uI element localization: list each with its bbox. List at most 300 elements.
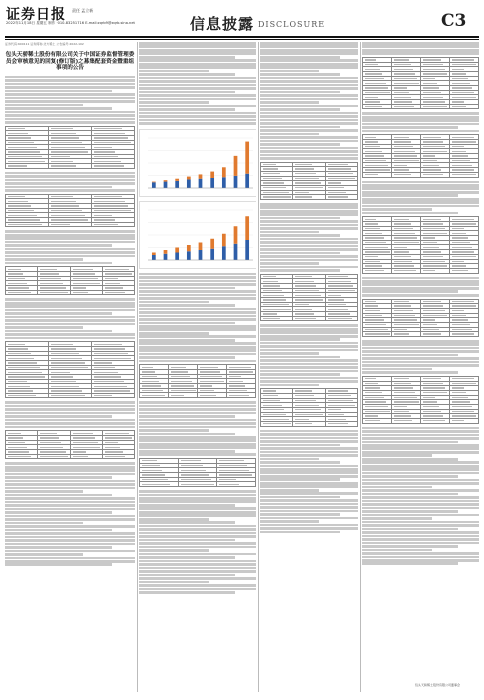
text-line	[139, 115, 256, 118]
text-line	[139, 560, 256, 563]
text-line	[362, 454, 432, 457]
text-line	[139, 349, 256, 352]
text-line	[139, 439, 256, 442]
text-line	[139, 70, 209, 73]
text-line	[362, 201, 479, 204]
text-line	[260, 66, 358, 69]
bar	[164, 250, 168, 254]
text-line	[5, 494, 112, 497]
text-line	[5, 563, 112, 566]
bar	[222, 233, 226, 246]
text-line	[260, 77, 358, 80]
table-cell	[293, 316, 325, 321]
text-line	[260, 352, 319, 355]
bar	[210, 171, 214, 177]
text-line	[260, 73, 340, 76]
text-line	[139, 401, 256, 404]
text-line	[5, 316, 135, 319]
text-line	[139, 77, 256, 80]
data-table	[362, 134, 479, 177]
table-cell	[392, 104, 421, 109]
bar	[234, 243, 238, 259]
text-line	[5, 490, 83, 493]
data-table	[362, 57, 479, 109]
table-row	[363, 418, 479, 423]
bar	[245, 141, 249, 173]
text-line	[260, 513, 340, 516]
table-cell	[363, 172, 392, 177]
bar	[245, 240, 249, 260]
column-2	[139, 42, 256, 692]
text-line	[139, 308, 256, 311]
text-line	[260, 324, 358, 327]
text-line	[362, 294, 479, 297]
text-line	[260, 255, 358, 258]
text-line	[260, 105, 358, 108]
text-line	[260, 245, 358, 248]
text-line	[362, 277, 479, 280]
text-line	[5, 182, 135, 185]
text-line	[260, 506, 358, 509]
text-line	[139, 500, 256, 503]
text-line	[139, 119, 256, 122]
bar	[199, 250, 203, 260]
text-line	[139, 539, 235, 542]
table-cell	[6, 290, 38, 295]
text-line	[362, 364, 479, 367]
text-line	[5, 79, 135, 82]
text-line	[260, 210, 358, 213]
text-line	[260, 492, 358, 495]
text-line	[5, 323, 135, 326]
table-row	[6, 393, 135, 398]
bar	[210, 178, 214, 188]
text-line	[260, 227, 358, 230]
text-line	[362, 187, 479, 190]
text-line	[139, 535, 256, 538]
bar	[210, 248, 214, 259]
table-cell	[38, 454, 70, 459]
text-line	[139, 108, 235, 111]
text-line	[260, 510, 358, 513]
text-line	[362, 290, 458, 293]
text-line	[5, 319, 135, 322]
text-line	[5, 255, 135, 258]
table-row	[261, 316, 358, 321]
text-line	[362, 444, 479, 447]
stock-code-line: 证券代码:600111 证券简称:北方稀土 公告编号:2022-102	[5, 42, 84, 46]
text-line	[139, 436, 256, 439]
text-line	[5, 501, 135, 504]
table-cell	[261, 316, 293, 321]
text-line	[260, 349, 358, 352]
table-cell	[49, 393, 92, 398]
text-line	[5, 107, 112, 110]
text-line	[139, 360, 256, 363]
text-line	[362, 475, 458, 478]
table-cell	[169, 393, 198, 398]
text-line	[362, 510, 458, 513]
bar	[187, 179, 191, 188]
text-line	[139, 450, 235, 453]
text-line	[139, 453, 256, 456]
text-line	[5, 522, 83, 525]
table-cell	[325, 316, 357, 321]
bar	[164, 180, 168, 181]
text-line	[260, 454, 358, 457]
text-line	[5, 86, 135, 89]
text-line	[260, 52, 358, 55]
text-line	[5, 83, 135, 86]
table-cell	[261, 195, 293, 200]
chart-1-svg	[140, 130, 256, 196]
data-table	[362, 216, 479, 273]
bar	[234, 156, 238, 176]
text-line	[362, 205, 479, 208]
text-line	[362, 507, 479, 510]
text-line	[260, 370, 358, 373]
text-line	[362, 354, 458, 357]
table-row	[140, 393, 256, 398]
text-line	[260, 266, 358, 269]
table-row	[6, 290, 135, 295]
text-line	[362, 116, 479, 119]
header-rule-thin	[5, 39, 479, 40]
text-line	[260, 499, 358, 502]
table-cell	[421, 172, 450, 177]
text-line	[5, 550, 135, 553]
text-line	[139, 45, 256, 48]
text-line	[5, 309, 135, 312]
text-line	[139, 542, 256, 545]
text-line	[362, 181, 479, 184]
text-line	[362, 486, 432, 489]
text-line	[5, 536, 135, 539]
text-line	[362, 427, 479, 430]
text-line	[362, 287, 479, 290]
text-line	[260, 262, 319, 265]
text-line	[260, 140, 358, 143]
table-cell	[450, 332, 479, 337]
text-line	[139, 335, 256, 338]
text-line	[139, 356, 235, 359]
text-line	[260, 461, 340, 464]
text-line	[139, 556, 235, 559]
text-line	[260, 45, 358, 48]
table-cell	[178, 482, 217, 487]
text-line	[139, 290, 256, 293]
text-line	[260, 359, 358, 362]
text-line	[362, 451, 479, 454]
text-line	[5, 560, 135, 563]
text-line	[260, 437, 358, 440]
bar	[199, 178, 203, 187]
text-line	[260, 217, 340, 220]
table-cell	[392, 268, 421, 273]
text-line	[260, 129, 358, 132]
text-line	[362, 465, 479, 468]
bar	[222, 177, 226, 188]
text-line	[5, 408, 135, 411]
text-line	[5, 483, 135, 486]
text-line	[5, 302, 135, 305]
text-line	[362, 208, 432, 211]
table-cell	[421, 104, 450, 109]
bar	[152, 252, 156, 255]
text-line	[139, 332, 209, 335]
text-line	[5, 298, 135, 301]
text-line	[5, 487, 135, 490]
text-line	[260, 377, 358, 380]
bar	[222, 167, 226, 177]
text-line	[139, 73, 235, 76]
article-title: 包头天骄稀土股份有限公司关于中国证券监督管理委员会审核意见的回复(修订版)之募集配套资金暨重组事项的公告	[5, 52, 135, 72]
text-line	[139, 325, 256, 328]
text-line	[5, 237, 135, 240]
text-line	[5, 258, 83, 261]
table-cell	[421, 332, 450, 337]
text-line	[139, 408, 256, 411]
text-line	[260, 335, 358, 338]
section-title-en: DISCLOSURE	[258, 20, 326, 29]
text-line	[260, 489, 319, 492]
column-1-body	[5, 76, 135, 566]
text-line	[139, 346, 256, 349]
text-line	[260, 150, 358, 153]
text-line	[362, 447, 479, 450]
table-cell	[92, 393, 135, 398]
text-line	[5, 76, 135, 79]
text-line	[362, 441, 458, 444]
text-line	[362, 479, 479, 482]
text-line	[260, 59, 358, 62]
table-cell	[293, 422, 325, 427]
text-line	[362, 559, 479, 562]
text-line	[139, 66, 256, 69]
table-cell	[140, 393, 169, 398]
text-line	[5, 241, 135, 244]
table-row	[363, 172, 479, 177]
table-row	[363, 268, 479, 273]
bar	[234, 176, 238, 188]
data-table	[139, 364, 256, 398]
text-line	[362, 119, 479, 122]
date-line: 2022年11月18日 星期五 制作 ·010-83251716 E-mail:zqrb9@zqrb.sina.net	[6, 21, 135, 25]
table-cell	[392, 172, 421, 177]
text-line	[5, 230, 135, 233]
table-row	[261, 195, 358, 200]
text-line	[5, 93, 135, 96]
column-divider	[360, 42, 361, 692]
bar	[187, 176, 191, 179]
text-line	[362, 361, 479, 364]
text-line	[5, 262, 112, 265]
text-line	[5, 539, 135, 542]
text-line	[260, 98, 358, 101]
bar	[164, 253, 168, 259]
text-line	[260, 444, 340, 447]
text-line	[362, 434, 479, 437]
text-line	[362, 198, 479, 201]
text-line	[5, 419, 135, 422]
text-line	[362, 552, 479, 555]
text-line	[5, 546, 112, 549]
column-2-body	[139, 273, 256, 594]
text-line	[5, 412, 135, 415]
text-line	[139, 328, 256, 331]
data-table	[5, 126, 135, 169]
text-line	[139, 532, 256, 535]
text-line	[5, 504, 135, 507]
text-line	[139, 94, 256, 97]
data-table	[5, 430, 135, 459]
text-line	[139, 105, 256, 108]
text-line	[362, 493, 458, 496]
text-line	[260, 143, 340, 146]
text-line	[362, 458, 458, 461]
table-cell	[363, 268, 392, 273]
text-line	[260, 63, 358, 66]
text-line	[139, 563, 256, 566]
data-table	[139, 458, 256, 487]
text-line	[362, 437, 479, 440]
text-line	[362, 545, 458, 548]
data-table	[5, 341, 135, 398]
column-3-body	[260, 42, 358, 533]
text-line	[5, 100, 135, 103]
text-line	[5, 476, 112, 479]
text-line	[5, 508, 135, 511]
text-line	[362, 531, 479, 534]
bar	[222, 246, 226, 260]
table-row	[261, 422, 358, 427]
bar-chart-2	[139, 201, 256, 269]
text-line	[260, 465, 358, 468]
text-line	[260, 458, 319, 461]
data-table	[260, 388, 358, 426]
text-line	[260, 384, 319, 387]
text-line	[5, 172, 135, 175]
text-line	[260, 328, 358, 331]
text-line	[139, 433, 235, 436]
text-line	[362, 350, 479, 353]
text-line	[139, 315, 256, 318]
column-1	[5, 42, 135, 692]
text-line	[139, 426, 256, 429]
text-line	[5, 97, 135, 100]
text-line	[362, 368, 432, 371]
text-line	[5, 532, 135, 535]
column-divider	[137, 42, 138, 692]
text-line	[260, 231, 319, 234]
text-line	[139, 525, 256, 528]
section-title: 信息披露	[190, 15, 255, 33]
text-line	[260, 147, 358, 150]
text-line	[260, 122, 358, 125]
text-line	[362, 489, 479, 492]
text-line	[139, 591, 235, 594]
text-line	[260, 87, 358, 90]
text-line	[139, 80, 256, 83]
table-cell	[325, 422, 357, 427]
table-cell	[217, 482, 256, 487]
text-line	[260, 157, 358, 160]
text-line	[139, 297, 256, 300]
text-line	[362, 535, 479, 538]
bar	[175, 181, 179, 188]
text-line	[362, 503, 479, 506]
text-line	[139, 101, 209, 104]
text-line	[139, 549, 209, 552]
table-row	[363, 332, 479, 337]
text-line	[5, 118, 135, 121]
text-line	[139, 112, 256, 115]
text-line	[362, 357, 479, 360]
text-line	[139, 280, 256, 283]
text-line	[5, 557, 135, 560]
text-line	[260, 380, 358, 383]
bar	[187, 251, 191, 260]
bar	[245, 173, 249, 187]
table-cell	[363, 332, 392, 337]
table-cell	[227, 393, 256, 398]
text-line	[260, 433, 358, 436]
data-table	[5, 266, 135, 295]
text-line	[139, 342, 256, 345]
text-line	[260, 112, 358, 115]
text-line	[260, 241, 358, 244]
table-cell	[325, 195, 357, 200]
text-line	[139, 504, 235, 507]
text-line	[139, 91, 235, 94]
text-line	[260, 119, 358, 122]
text-line	[5, 405, 135, 408]
bar	[210, 238, 214, 248]
text-line	[260, 259, 358, 262]
text-line	[139, 311, 256, 314]
text-line	[139, 412, 256, 415]
text-line	[260, 503, 358, 506]
text-line	[5, 186, 112, 189]
table-cell	[261, 422, 293, 427]
text-line	[260, 531, 340, 534]
table-cell	[450, 104, 479, 109]
text-line	[5, 553, 83, 556]
text-line	[5, 251, 135, 254]
column-4	[362, 42, 479, 692]
text-line	[260, 238, 358, 241]
column-4-body	[362, 42, 479, 565]
text-line	[260, 84, 358, 87]
text-line	[362, 500, 479, 503]
text-line	[260, 252, 340, 255]
bar	[187, 245, 191, 251]
text-line	[260, 331, 358, 334]
text-line	[260, 366, 358, 369]
table-cell	[38, 290, 70, 295]
table-cell	[102, 454, 134, 459]
text-line	[362, 49, 479, 52]
text-line	[362, 472, 479, 475]
table-row	[6, 164, 135, 169]
text-line	[5, 90, 112, 93]
bar	[164, 181, 168, 187]
text-line	[139, 59, 256, 62]
text-line	[362, 461, 479, 464]
text-line	[139, 56, 235, 59]
table-cell	[70, 290, 102, 295]
text-line	[139, 87, 256, 90]
